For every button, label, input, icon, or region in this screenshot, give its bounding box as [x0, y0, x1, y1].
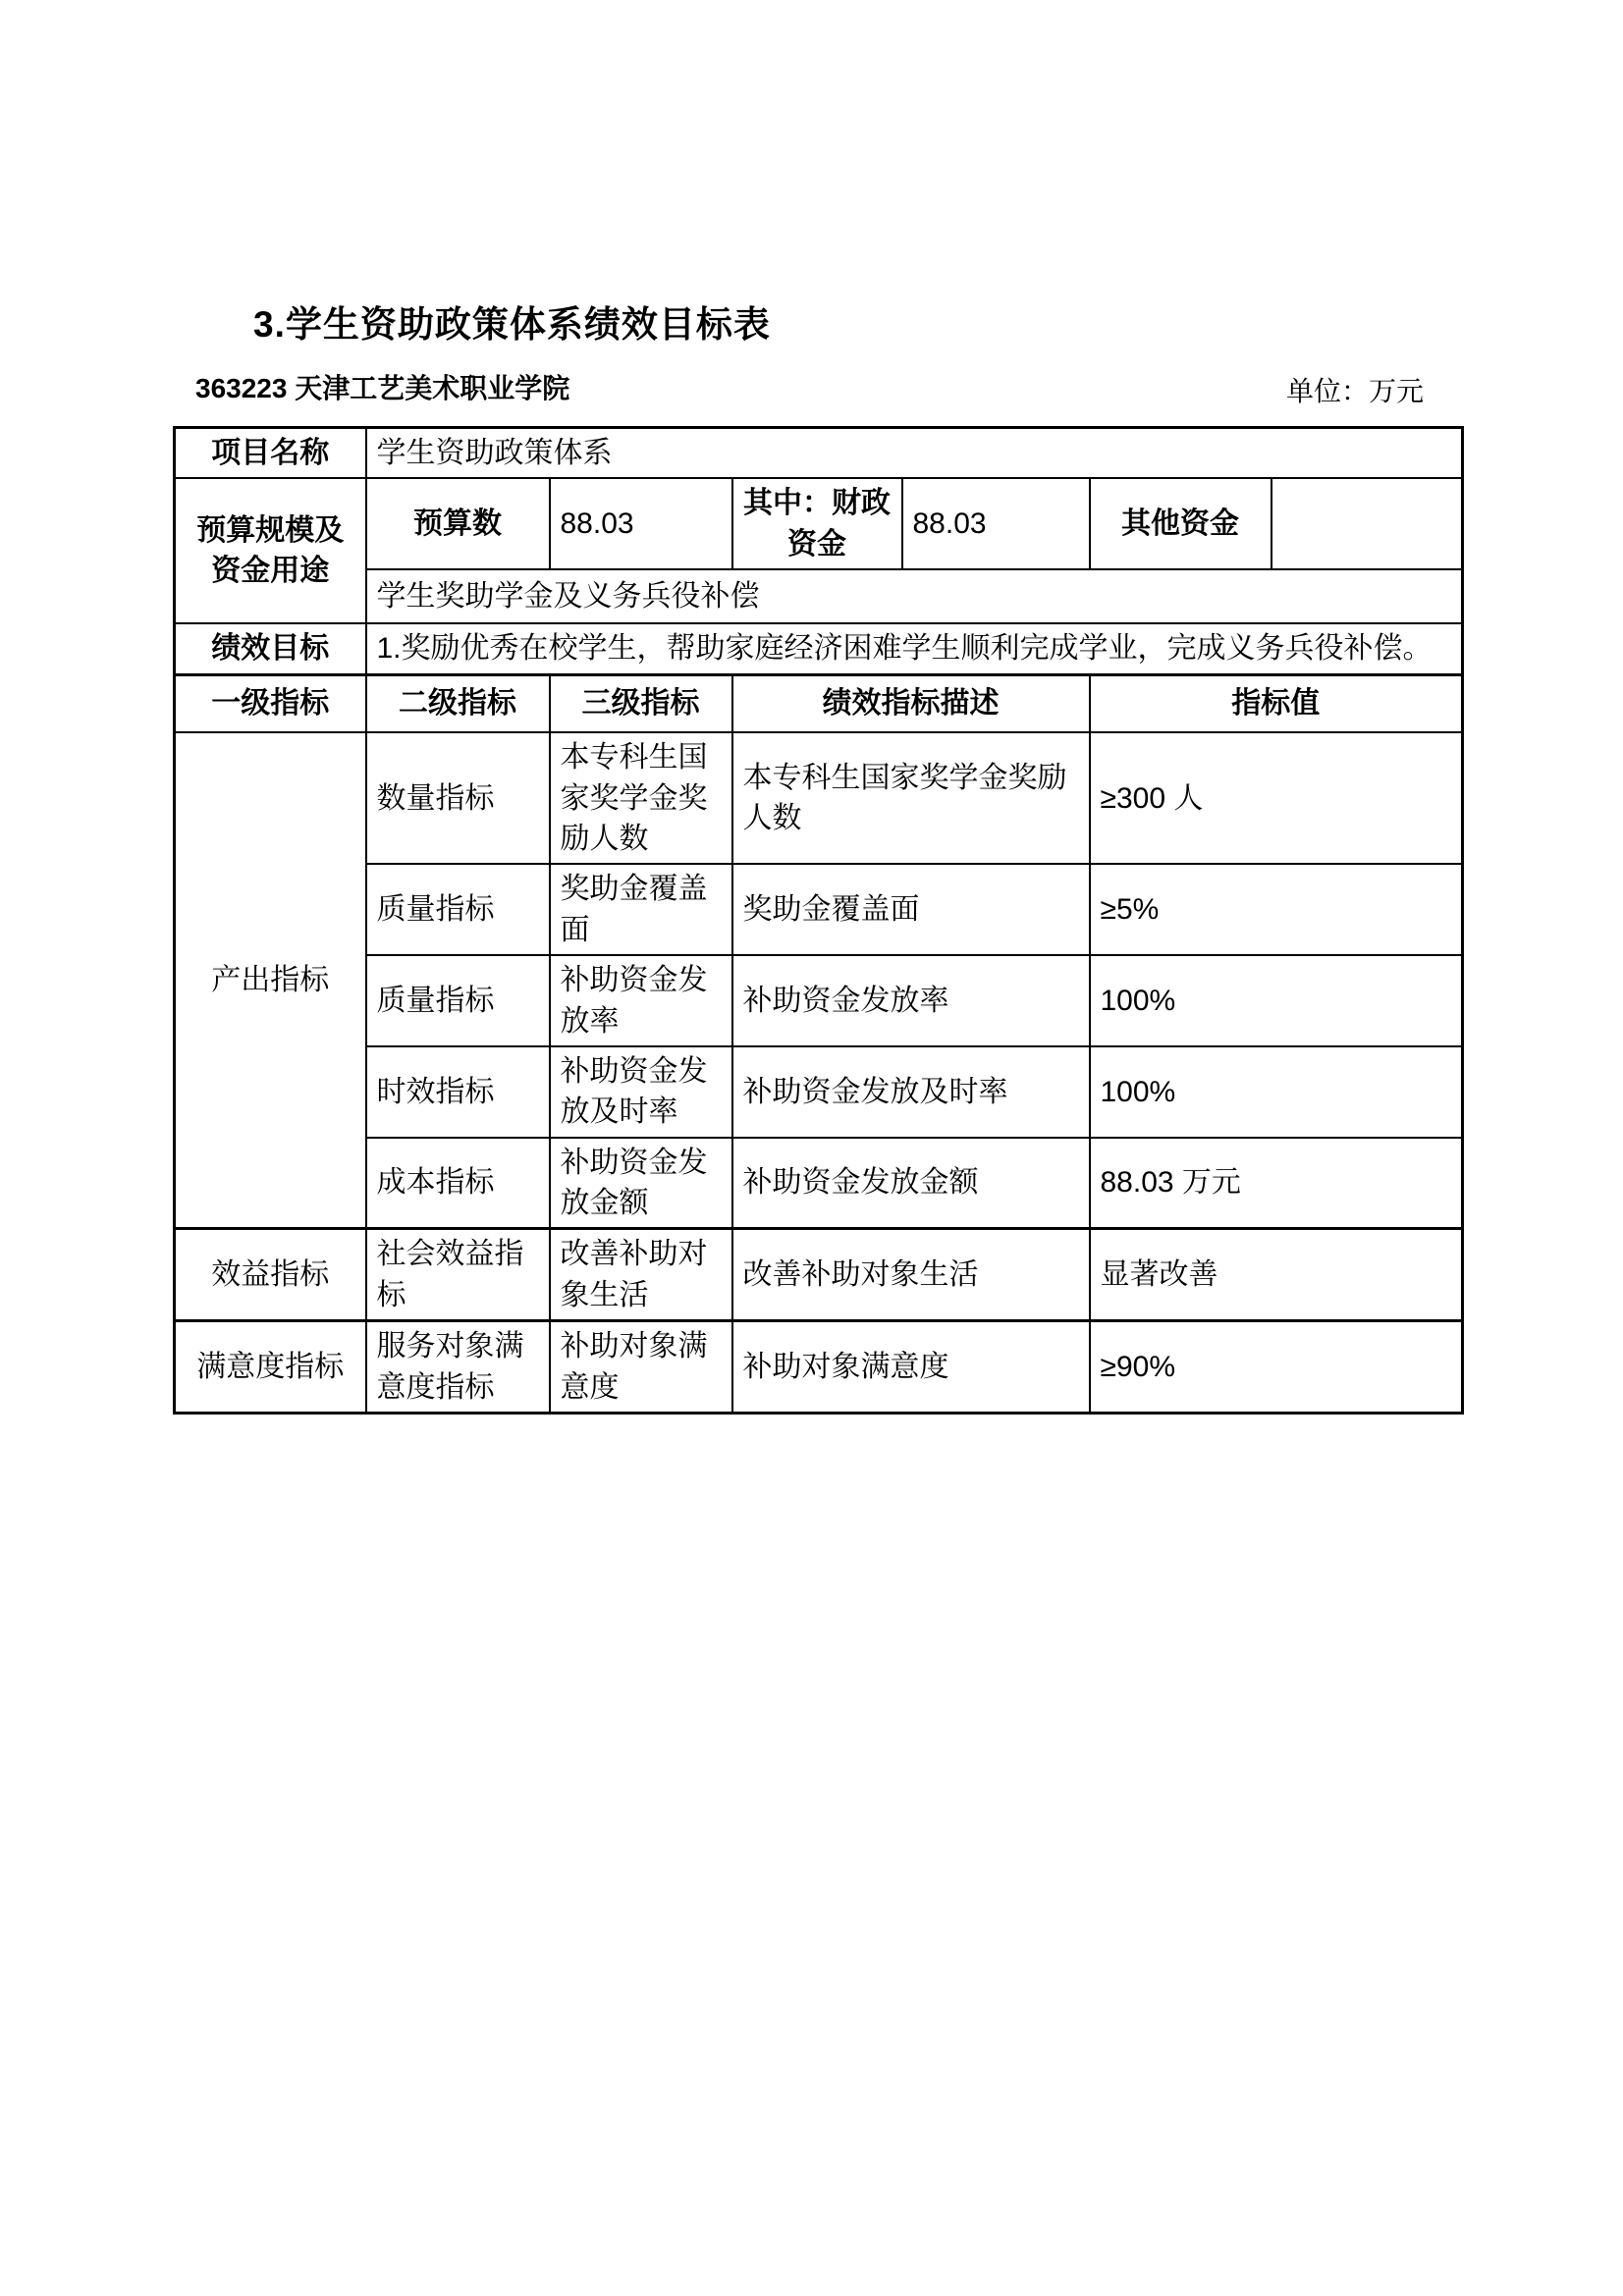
budget-amount-label: 预算数	[366, 478, 550, 569]
other-funds-value	[1271, 478, 1463, 569]
org-code-and-name: 363223 天津工艺美术职业学院	[195, 373, 570, 403]
indicator-description-cell: 补助对象满意度	[732, 1321, 1090, 1414]
project-name-value: 学生资助政策体系	[366, 428, 1463, 479]
indicator-description-cell: 改善补助对象生活	[732, 1229, 1090, 1321]
level3-cell: 补助资金发放及时率	[550, 1046, 732, 1138]
level2-cell: 成本指标	[366, 1138, 550, 1229]
indicator-value-cell: 100%	[1090, 955, 1463, 1046]
level3-cell: 补助资金发放金额	[550, 1138, 732, 1229]
unit-label: 单位：万元	[1286, 376, 1425, 406]
indicator-description-cell: 奖助金覆盖面	[732, 864, 1090, 955]
level3-cell: 补助对象满意度	[550, 1321, 732, 1414]
indicator-value-cell: ≥300 人	[1090, 732, 1463, 864]
goal-value: 1.奖励优秀在校学生，帮助家庭经济困难学生顺利完成学业，完成义务兵役补偿。	[366, 623, 1463, 674]
fiscal-funds-value: 88.03	[902, 478, 1090, 569]
project-name-label: 项目名称	[175, 428, 366, 479]
indicator-description-cell: 本专科生国家奖学金奖励人数	[732, 732, 1090, 864]
header-level1: 一级指标	[175, 674, 366, 732]
level2-cell: 数量指标	[366, 732, 550, 864]
budget-amount-value: 88.03	[550, 478, 732, 569]
indicator-description-cell: 补助资金发放金额	[732, 1138, 1090, 1229]
performance-target-table	[173, 426, 1464, 1415]
level3-cell: 奖助金覆盖面	[550, 864, 732, 955]
level1-output-indicator: 产出指标	[175, 732, 366, 1229]
level2-cell: 社会效益指标	[366, 1229, 550, 1321]
indicator-header-row	[175, 674, 1463, 732]
table-row	[175, 623, 1463, 674]
indicator-value-cell: 100%	[1090, 1046, 1463, 1138]
indicator-row	[175, 1229, 1463, 1321]
indicator-row	[175, 864, 1463, 955]
level2-cell: 服务对象满意度指标	[366, 1321, 550, 1414]
fiscal-funds-label: 其中：财政资金	[732, 478, 902, 569]
level2-cell: 质量指标	[366, 955, 550, 1046]
indicator-row	[175, 1321, 1463, 1414]
goal-label: 绩效目标	[175, 623, 366, 674]
level3-cell: 改善补助对象生活	[550, 1229, 732, 1321]
header-level3: 三级指标	[550, 674, 732, 732]
header-level2: 二级指标	[366, 674, 550, 732]
level2-cell: 质量指标	[366, 864, 550, 955]
table-row	[175, 478, 1463, 569]
page-title: 3.学生资助政策体系绩效目标表	[253, 304, 771, 345]
fund-usage-value: 学生奖助学金及义务兵役补偿	[366, 569, 1463, 623]
indicator-row	[175, 1046, 1463, 1138]
indicator-value-cell: 显著改善	[1090, 1229, 1463, 1321]
level1-satisfaction-indicator: 满意度指标	[175, 1321, 366, 1414]
other-funds-label: 其他资金	[1090, 478, 1271, 569]
header-value: 指标值	[1090, 674, 1463, 732]
table-row	[175, 569, 1463, 623]
level3-cell: 本专科生国家奖学金奖励人数	[550, 732, 732, 864]
indicator-value-cell: ≥5%	[1090, 864, 1463, 955]
level2-cell: 时效指标	[366, 1046, 550, 1138]
budget-scale-label: 预算规模及资金用途	[175, 478, 366, 623]
indicator-description-cell: 补助资金发放及时率	[732, 1046, 1090, 1138]
table-row	[175, 428, 1463, 479]
indicator-description-cell: 补助资金发放率	[732, 955, 1090, 1046]
indicator-value-cell: 88.03 万元	[1090, 1138, 1463, 1229]
header-description: 绩效指标描述	[732, 674, 1090, 732]
level3-cell: 补助资金发放率	[550, 955, 732, 1046]
indicator-row	[175, 1138, 1463, 1229]
indicator-row	[175, 955, 1463, 1046]
level1-benefit-indicator: 效益指标	[175, 1229, 366, 1321]
indicator-value-cell: ≥90%	[1090, 1321, 1463, 1414]
indicator-row	[175, 732, 1463, 864]
